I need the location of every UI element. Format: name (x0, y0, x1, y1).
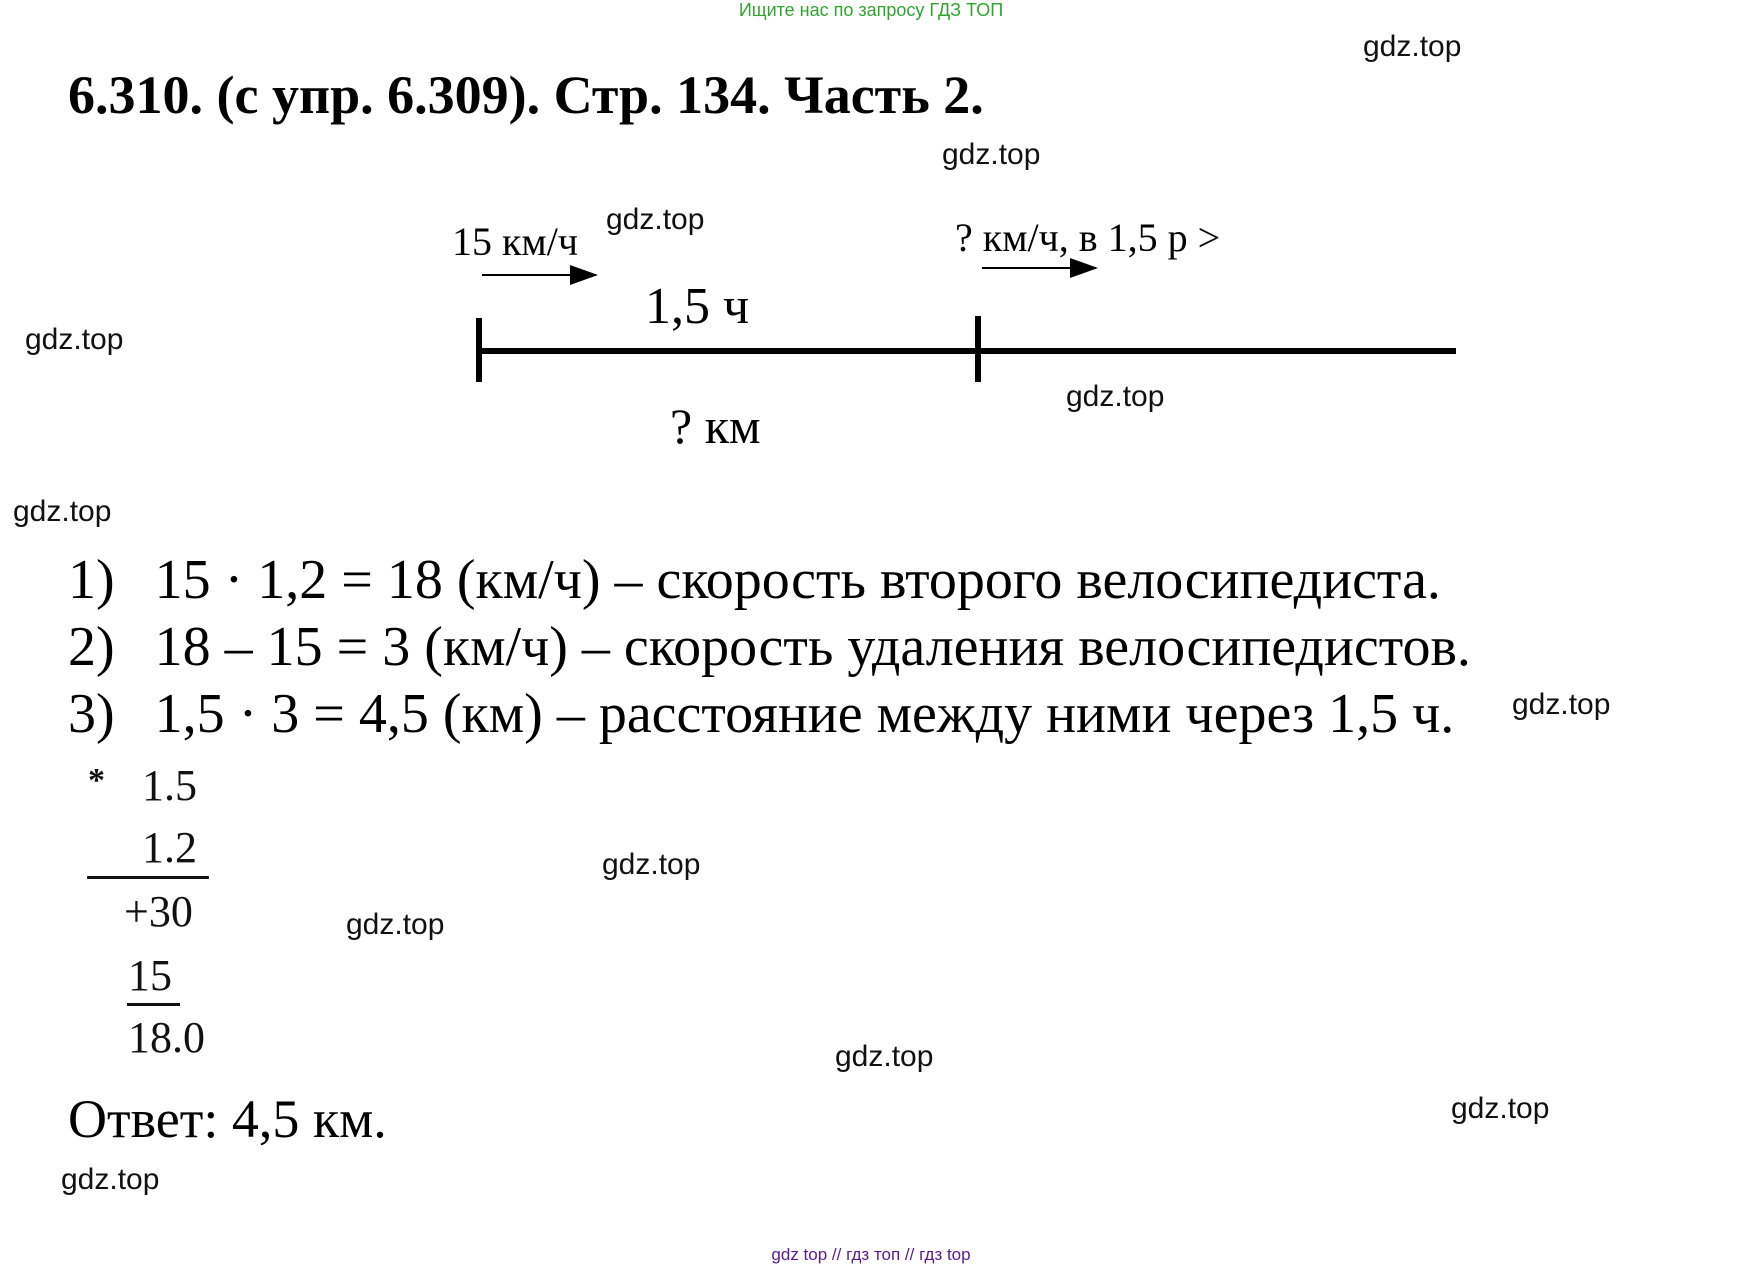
factor-1: 1.5 (142, 761, 197, 810)
step-number: 2) (68, 616, 115, 678)
multiply-sign: * (88, 762, 105, 799)
watermark: gdz.top (1451, 1092, 1550, 1125)
solution-step-3 (68, 682, 1454, 746)
footer-links: gdz top // гдз топ // гдз top (771, 1245, 971, 1264)
watermark: gdz.top (602, 848, 701, 881)
watermark: gdz.top (13, 495, 112, 528)
partial-product-2: 15 (128, 951, 172, 1000)
answer: Ответ: 4,5 км. (68, 1089, 387, 1149)
step-text: 18 – 15 = 3 (км/ч) – скорость удаления велосипедистов. (154, 616, 1471, 678)
watermark: gdz.top (606, 203, 705, 236)
product-result: 18.0 (128, 1013, 205, 1062)
solution-step-2 (68, 615, 1471, 679)
solution-step-1 (68, 548, 1441, 612)
time-label: 1,5 ч (645, 278, 750, 335)
watermark: gdz.top (61, 1163, 160, 1196)
watermark: gdz.top (1363, 30, 1462, 63)
step-number: 1) (68, 549, 115, 611)
partial-product-1: +30 (124, 887, 193, 936)
top-banner: Ищите нас по запросу ГДЗ ТОП (738, 0, 1004, 20)
sum-rule (127, 1003, 180, 1006)
speed2-label: ? км/ч, в 1,5 р > (955, 215, 1221, 260)
watermark: gdz.top (835, 1040, 934, 1073)
step-text: 1,5 · 3 = 4,5 (км) – расстояние между ними через 1,5 ч. (154, 683, 1455, 745)
watermark: gdz.top (1512, 688, 1611, 721)
watermark: gdz.top (1066, 380, 1165, 413)
multiplication-rule (87, 876, 209, 879)
step-text: 15 · 1,2 = 18 (км/ч) – скорость второго велосипедиста. (154, 549, 1441, 611)
watermark: gdz.top (346, 908, 445, 941)
factor-2: 1.2 (142, 823, 197, 872)
exercise-title: 6.310. (с упр. 6.309). Стр. 134. Часть 2. (68, 65, 984, 125)
watermark: gdz.top (942, 138, 1041, 171)
step-number: 3) (68, 683, 115, 745)
speed1-label: 15 км/ч (452, 219, 578, 264)
distance-label: ? км (670, 398, 761, 454)
watermark: gdz.top (25, 323, 124, 356)
